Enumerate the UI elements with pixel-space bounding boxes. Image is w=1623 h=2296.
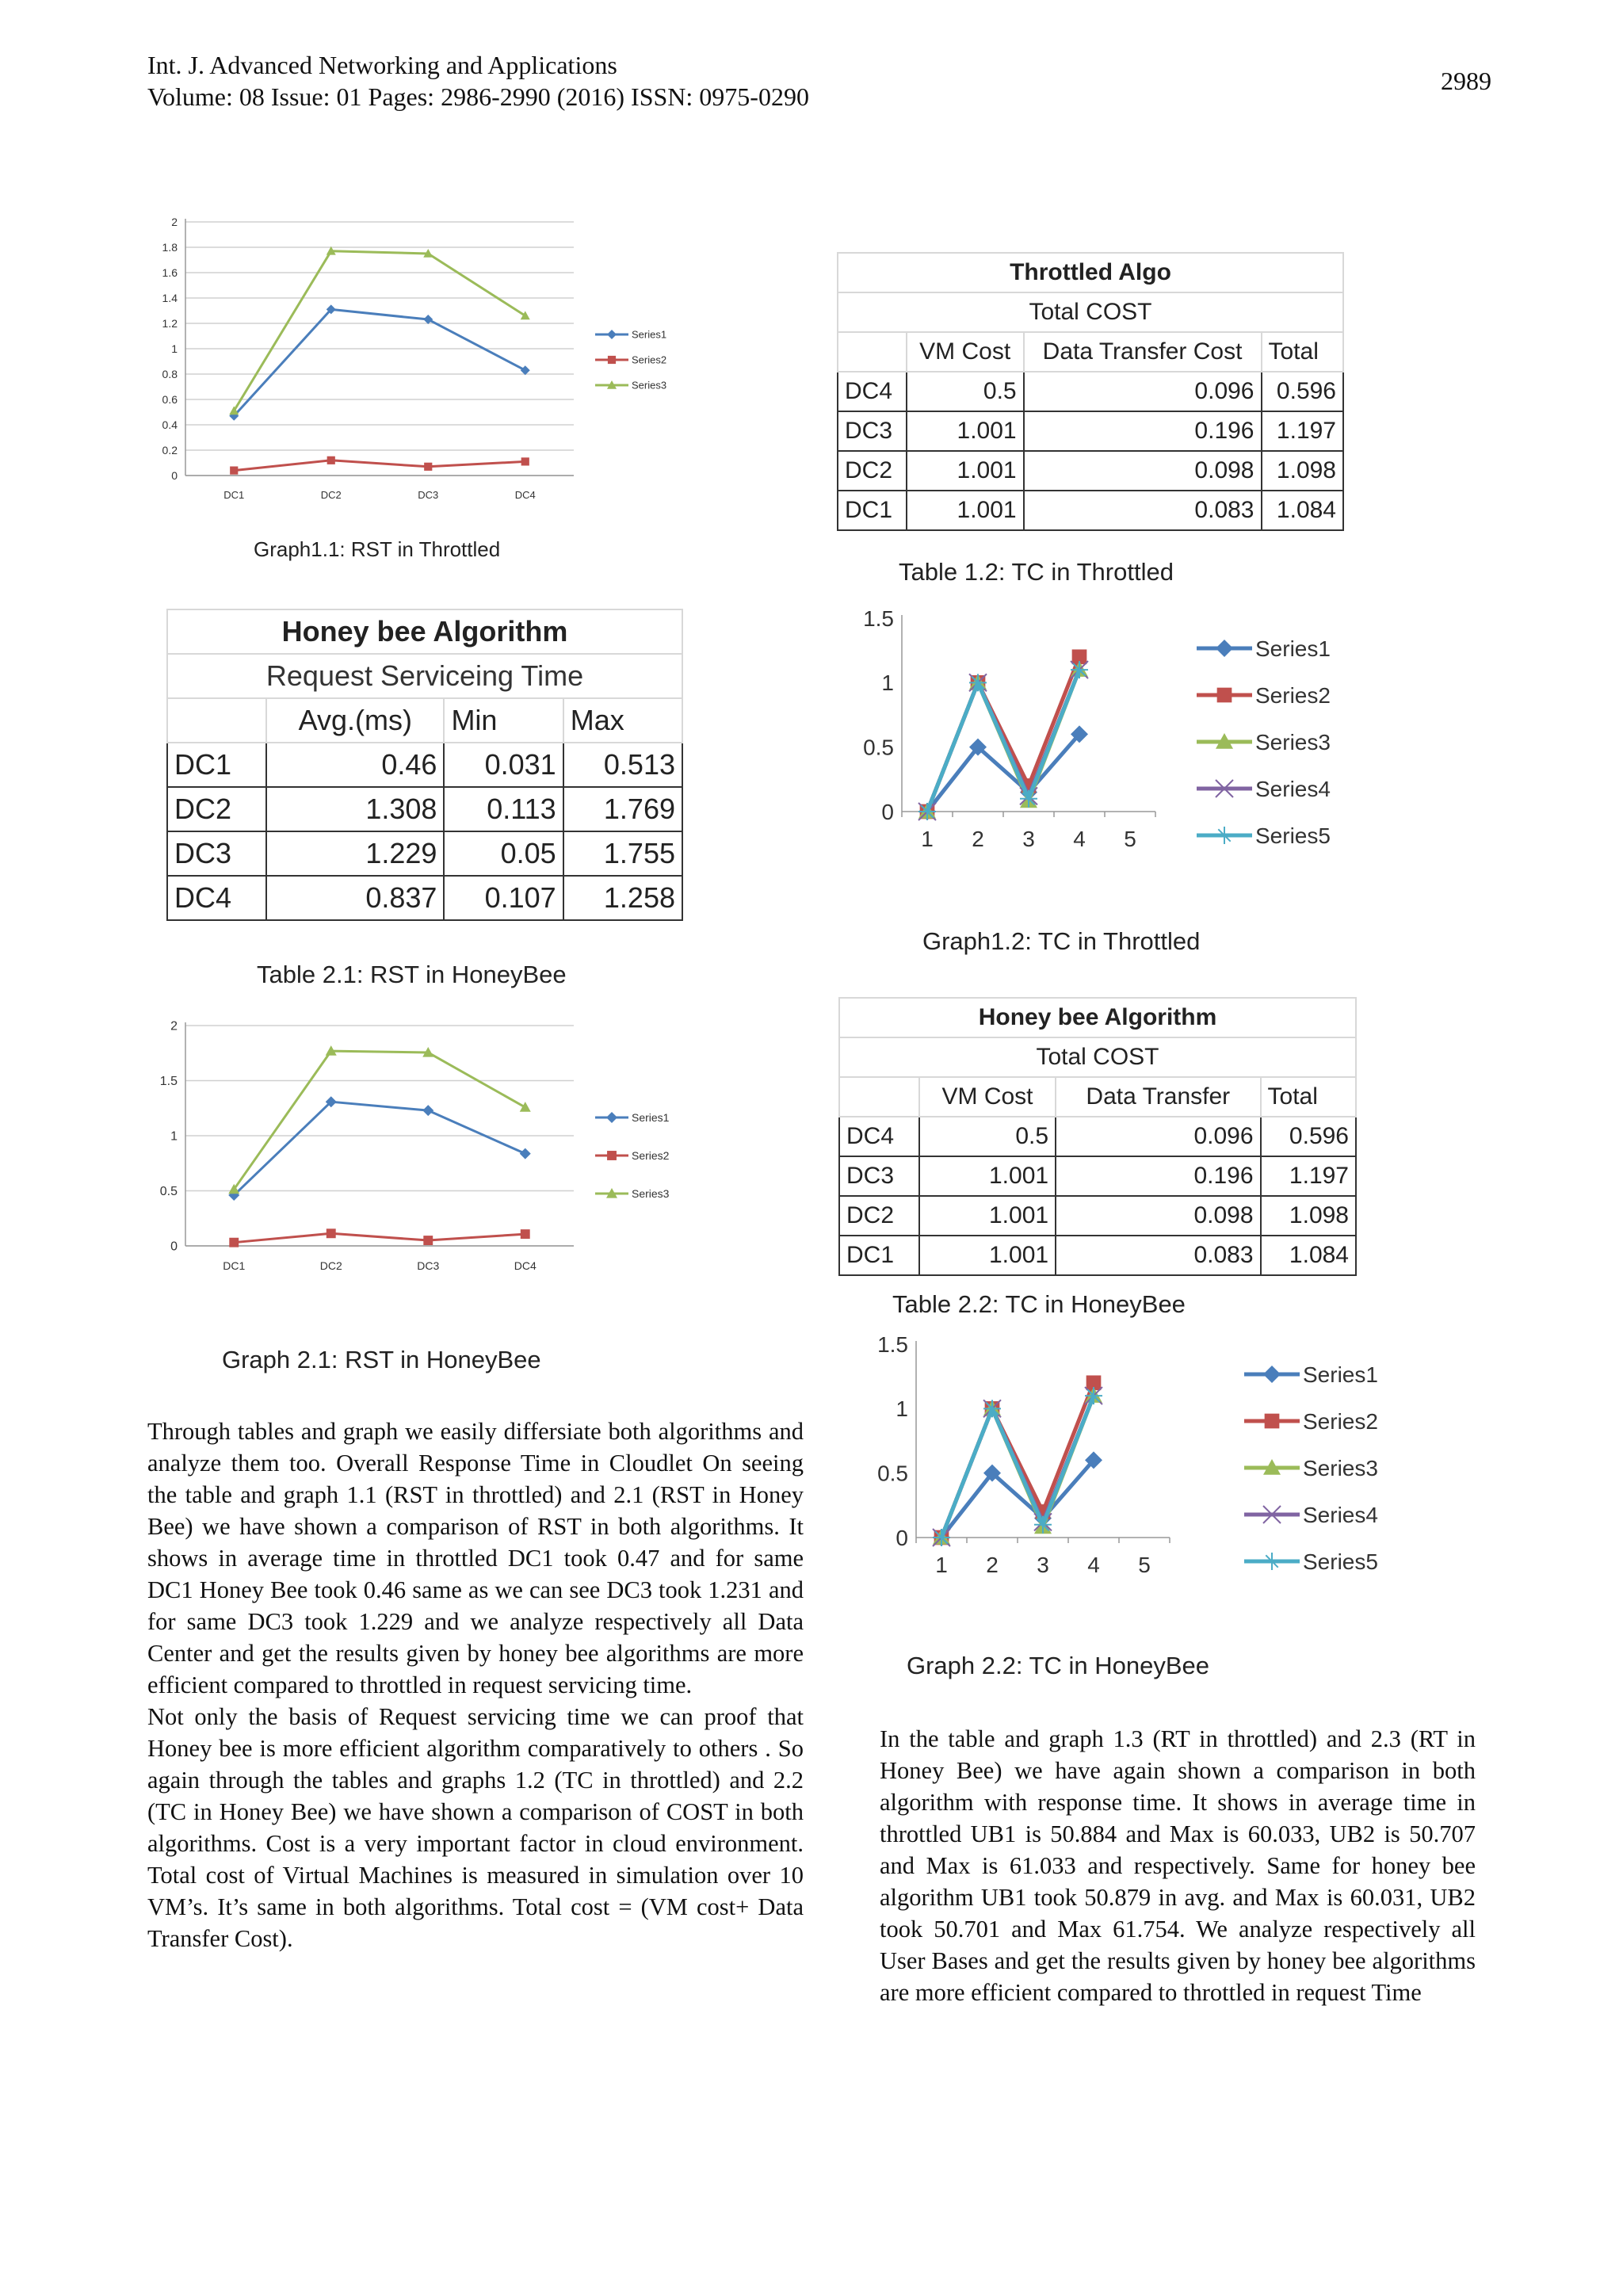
legend-marker bbox=[608, 356, 616, 364]
data-point bbox=[520, 1102, 531, 1112]
table-cell: DC3 bbox=[167, 831, 266, 876]
y-tick-label: 1.8 bbox=[162, 240, 178, 254]
table-row bbox=[167, 743, 682, 787]
y-tick-label: 1 bbox=[170, 1129, 178, 1144]
table-cell: 1.001 bbox=[907, 491, 1024, 530]
paragraph: Through tables and graph we easily differsiate both algorithms and analyze them too. Overall Response Time in Cloudlet On seeing the table and graph 1.1 (RST in throttled) and 2.1 (RST in Honey Bee) we have shown a comparison of RST in both algorithms. It shows in average time in throttled DC1 took 0.47 and for same DC1 Honey Bee took 0.46 same as we can see DC3 took 1.231 and for same DC3 took 1.229 and we analyze respectively all Data Center and get the results given by honey bee algorithms are more efficient compared to throttled in request servicing time. bbox=[147, 1418, 804, 1698]
table-cell: 1.084 bbox=[1262, 491, 1344, 530]
x-tick-label: 1 bbox=[935, 1553, 948, 1577]
table-cell: 0.05 bbox=[444, 831, 563, 876]
table-2-2-col-header: Total bbox=[1261, 1077, 1356, 1117]
table-2-1-corner bbox=[167, 698, 266, 743]
table-cell: 1.197 bbox=[1261, 1156, 1356, 1196]
paragraph: Not only the basis of Request servicing time we can proof that Honey bee is more efficient algorithm comparatively to others . So again through the tables and graphs 1.2 (TC in throttled) and 2.2 (TC in Honey Bee) we have shown a comparison of COST in both algorithms. Cost is a very important factor in cloud environment. Total cost of Virtual Machines is measured in simulation over 10 VM’s. It’s same in both algorithms. Total cost = (VM cost+ Data Transfer Cost). bbox=[147, 1703, 804, 1952]
legend-entry bbox=[1197, 777, 1331, 801]
y-tick-label: 0.2 bbox=[162, 443, 178, 457]
page-number: 2989 bbox=[1441, 67, 1491, 95]
y-tick-label: 0.5 bbox=[877, 1461, 908, 1486]
table-1-2-col-header: VM Cost bbox=[907, 332, 1024, 372]
series-series3 bbox=[228, 1045, 531, 1194]
y-tick-label: 1 bbox=[881, 670, 894, 696]
graph-1-1-caption: Graph1.1: RST in Throttled bbox=[254, 537, 501, 561]
y-tick-label: 1.5 bbox=[159, 1075, 178, 1089]
table-cell: 0.196 bbox=[1056, 1156, 1260, 1196]
legend-label: Series1 bbox=[632, 1110, 670, 1124]
table-cell: DC3 bbox=[839, 1156, 919, 1196]
table-2-1-title: Honey bee Algorithm bbox=[167, 609, 682, 654]
table-2-2-subtitle: Total COST bbox=[839, 1037, 1356, 1077]
legend-marker bbox=[1265, 1414, 1280, 1429]
table-cell: 0.596 bbox=[1261, 1117, 1356, 1156]
graph-1-1-chart bbox=[147, 208, 702, 525]
data-point bbox=[520, 1148, 531, 1159]
table-2-2 bbox=[838, 997, 1357, 1276]
table-2-2-col-header: VM Cost bbox=[919, 1077, 1056, 1117]
table-row bbox=[167, 787, 682, 831]
legend-entry bbox=[1244, 1503, 1378, 1527]
table-row bbox=[167, 876, 682, 920]
data-point bbox=[422, 1105, 433, 1116]
legend-entry bbox=[1244, 1549, 1378, 1574]
y-tick-label: 0 bbox=[170, 1240, 178, 1254]
table-row bbox=[838, 491, 1343, 530]
table-2-2-col-header: Data Transfer bbox=[1056, 1077, 1260, 1117]
legend-marker bbox=[607, 1151, 617, 1160]
data-point bbox=[423, 315, 433, 324]
x-tick-label: 2 bbox=[986, 1553, 999, 1577]
table-cell: DC3 bbox=[838, 411, 907, 451]
legend-marker bbox=[1216, 640, 1233, 657]
table-row bbox=[839, 1236, 1356, 1275]
x-tick-label: DC1 bbox=[223, 489, 245, 501]
legend-label: Series2 bbox=[632, 353, 667, 366]
x-tick-label: DC2 bbox=[320, 489, 342, 501]
table-cell: 1.001 bbox=[919, 1156, 1056, 1196]
series-series5 bbox=[933, 1387, 1102, 1546]
table-cell: 1.769 bbox=[563, 787, 682, 831]
y-tick-label: 1.2 bbox=[162, 316, 178, 330]
legend-entry bbox=[1197, 823, 1331, 848]
series-line bbox=[234, 1051, 525, 1190]
graph-1-2-caption: Graph1.2: TC in Throttled bbox=[922, 927, 1201, 955]
x-tick-label: 3 bbox=[1037, 1553, 1049, 1577]
table-2-2-corner bbox=[839, 1077, 919, 1117]
legend-entry bbox=[1244, 1456, 1378, 1480]
data-point bbox=[229, 1238, 239, 1247]
table-cell: 1.197 bbox=[1262, 411, 1344, 451]
legend-entry bbox=[1244, 1409, 1378, 1434]
x-tick-label: 1 bbox=[921, 827, 934, 851]
table-2-2-title: Honey bee Algorithm bbox=[839, 998, 1356, 1037]
legend-label: Series2 bbox=[1255, 682, 1331, 708]
table-row bbox=[838, 451, 1343, 491]
table-cell: DC1 bbox=[167, 743, 266, 787]
x-tick-label: DC3 bbox=[417, 1259, 440, 1272]
table-1-2-title: Throttled Algo bbox=[838, 253, 1343, 292]
graph21-svg bbox=[147, 1008, 702, 1301]
y-tick-label: 2 bbox=[171, 215, 178, 228]
table-cell: 1.755 bbox=[563, 831, 682, 876]
journal-volume: Volume: 08 Issue: 01 Pages: 2986-2990 (2016) ISSN: 0975-0290 bbox=[147, 82, 809, 111]
legend-label: Series2 bbox=[632, 1148, 670, 1162]
table-2-2-caption: Table 2.2: TC in HoneyBee bbox=[892, 1290, 1186, 1318]
series-series3 bbox=[229, 246, 530, 415]
table-cell: 1.001 bbox=[907, 411, 1024, 451]
legend-entry bbox=[595, 354, 666, 366]
series-series1 bbox=[228, 1096, 531, 1201]
table-cell: 0.083 bbox=[1024, 491, 1262, 530]
legend-label: Series3 bbox=[632, 379, 667, 392]
table-2-1-col-header: Min bbox=[444, 698, 563, 743]
data-point bbox=[423, 1236, 433, 1245]
table-1-2 bbox=[837, 252, 1344, 531]
y-tick-label: 0.5 bbox=[863, 735, 894, 760]
table-cell: 0.096 bbox=[1024, 372, 1262, 411]
table-cell: 0.113 bbox=[444, 787, 563, 831]
series-line bbox=[941, 1396, 1094, 1538]
legend-entry bbox=[595, 1149, 670, 1162]
table-row bbox=[838, 372, 1343, 411]
graph-2-2-caption: Graph 2.2: TC in HoneyBee bbox=[907, 1652, 1209, 1679]
table-cell: DC1 bbox=[838, 491, 907, 530]
table-cell: 1.098 bbox=[1261, 1196, 1356, 1236]
table-cell: 1.229 bbox=[266, 831, 444, 876]
table-cell: DC4 bbox=[839, 1117, 919, 1156]
table-cell: 1.001 bbox=[907, 451, 1024, 491]
series-series1 bbox=[229, 304, 530, 420]
x-tick-label: DC4 bbox=[514, 1259, 537, 1272]
legend-marker bbox=[1263, 1366, 1281, 1383]
series-line bbox=[234, 1233, 525, 1242]
table-cell: 0.098 bbox=[1024, 451, 1262, 491]
legend-entry bbox=[1244, 1362, 1378, 1387]
table-cell: 1.258 bbox=[563, 876, 682, 920]
series-line bbox=[234, 1102, 525, 1195]
table-row bbox=[839, 1196, 1356, 1236]
legend-marker bbox=[607, 330, 617, 339]
legend-label: Series1 bbox=[1255, 636, 1331, 661]
x-tick-label: DC2 bbox=[319, 1259, 342, 1272]
x-tick-label: 2 bbox=[972, 827, 984, 851]
legend-marker bbox=[1263, 1553, 1281, 1570]
table-cell: 1.098 bbox=[1262, 451, 1344, 491]
paragraph: In the table and graph 1.3 (RT in throttled) and 2.3 (RT in Honey Bee) we have again shown a comparison in both algorithm with response time. It shows in average time in throttled UB1 is 50.884 and Max is 60.033, UB2 is 50.707 and Max is 61.033 and respectively. Same for honey bee algorithm UB1 took 50.879 in avg. and Max is 60.031, UB2 took 50.701 and Max 61.754. We analyze respectively all User Bases and get the results given by honey bee algorithms are more efficient compared to throttled in request Time bbox=[880, 1725, 1476, 2006]
series-series5 bbox=[918, 661, 1088, 820]
y-tick-label: 2 bbox=[170, 1019, 178, 1033]
legend-marker bbox=[1216, 827, 1233, 844]
legend-entry bbox=[595, 380, 666, 392]
table-1-2-col-header: Total bbox=[1262, 332, 1344, 372]
y-tick-label: 0 bbox=[896, 1525, 908, 1550]
table-row bbox=[838, 411, 1343, 451]
table-cell: DC1 bbox=[839, 1236, 919, 1275]
x-tick-label: 5 bbox=[1138, 1553, 1151, 1577]
legend-label: Series3 bbox=[632, 1186, 670, 1200]
table-cell: 0.5 bbox=[919, 1117, 1056, 1156]
legend-label: Series4 bbox=[1303, 1502, 1378, 1527]
table-cell: 0.837 bbox=[266, 876, 444, 920]
series-line bbox=[927, 670, 1079, 812]
table-cell: 0.46 bbox=[266, 743, 444, 787]
table-cell: 0.096 bbox=[1056, 1117, 1260, 1156]
table-cell: 1.308 bbox=[266, 787, 444, 831]
table-1-2-caption: Table 1.2: TC in Throttled bbox=[899, 558, 1174, 586]
table-1-2-corner bbox=[838, 332, 907, 372]
x-tick-label: 5 bbox=[1124, 827, 1136, 851]
legend-entry bbox=[1197, 636, 1331, 661]
data-point bbox=[327, 1228, 336, 1238]
x-tick-label: 3 bbox=[1022, 827, 1035, 851]
legend-label: Series5 bbox=[1255, 823, 1331, 848]
legend-entry bbox=[1197, 730, 1331, 755]
legend-marker bbox=[606, 1112, 617, 1123]
y-tick-label: 1 bbox=[171, 342, 178, 355]
series-line bbox=[234, 460, 525, 471]
y-tick-label: 0.8 bbox=[162, 367, 178, 380]
table-cell: 0.083 bbox=[1056, 1236, 1260, 1275]
data-point bbox=[424, 463, 432, 471]
table-cell: 0.196 bbox=[1024, 411, 1262, 451]
legend-label: Series4 bbox=[1255, 776, 1331, 801]
right-column-text bbox=[880, 1723, 1476, 2008]
graph-2-2-chart bbox=[832, 1325, 1434, 1595]
legend-label: Series3 bbox=[1255, 729, 1331, 755]
y-tick-label: 1.6 bbox=[162, 266, 178, 279]
legend-label: Series1 bbox=[1303, 1362, 1378, 1387]
table-cell: 0.098 bbox=[1056, 1196, 1260, 1236]
y-tick-label: 1.4 bbox=[162, 291, 178, 304]
table-2-1-col-header: Avg.(ms) bbox=[266, 698, 444, 743]
legend-label: Series1 bbox=[632, 328, 667, 341]
table-1-2-subtitle: Total COST bbox=[838, 292, 1343, 332]
x-tick-label: DC1 bbox=[223, 1259, 246, 1272]
x-tick-label: 4 bbox=[1073, 827, 1086, 851]
x-tick-label: DC3 bbox=[418, 489, 439, 501]
legend-marker bbox=[1217, 688, 1232, 703]
legend-entry bbox=[595, 1111, 670, 1124]
y-tick-label: 0 bbox=[171, 468, 178, 482]
table-cell: 0.5 bbox=[907, 372, 1024, 411]
graph12-svg bbox=[832, 599, 1411, 869]
legend-entry bbox=[595, 1187, 670, 1200]
table-1-2-col-header: Data Transfer Cost bbox=[1024, 332, 1262, 372]
data-point bbox=[521, 457, 529, 465]
series-line bbox=[234, 251, 525, 411]
data-point bbox=[230, 467, 238, 475]
x-tick-label: DC4 bbox=[514, 489, 536, 501]
legend-label: Series2 bbox=[1303, 1408, 1378, 1434]
table-cell: 1.001 bbox=[919, 1196, 1056, 1236]
table-cell: 1.001 bbox=[919, 1236, 1056, 1275]
table-cell: DC2 bbox=[167, 787, 266, 831]
table-row bbox=[839, 1156, 1356, 1196]
graph-1-2-chart bbox=[832, 599, 1411, 869]
table-cell: 0.107 bbox=[444, 876, 563, 920]
y-tick-label: 1.5 bbox=[863, 606, 894, 631]
legend-label: Series5 bbox=[1303, 1549, 1378, 1574]
x-tick-label: 4 bbox=[1087, 1553, 1100, 1577]
series-series2 bbox=[920, 649, 1087, 819]
journal-name: Int. J. Advanced Networking and Applications bbox=[147, 51, 617, 79]
journal-header bbox=[147, 49, 809, 113]
graph-2-1-caption: Graph 2.1: RST in HoneyBee bbox=[222, 1346, 541, 1373]
table-cell: 0.031 bbox=[444, 743, 563, 787]
table-cell: DC4 bbox=[838, 372, 907, 411]
table-cell: DC4 bbox=[167, 876, 266, 920]
series-series2 bbox=[934, 1375, 1102, 1545]
table-cell: 0.513 bbox=[563, 743, 682, 787]
table-cell: 1.084 bbox=[1261, 1236, 1356, 1275]
y-tick-label: 0 bbox=[881, 799, 894, 824]
series-series2 bbox=[230, 457, 529, 475]
table-2-1-caption: Table 2.1: RST in HoneyBee bbox=[257, 961, 567, 988]
table-2-1-col-header: Max bbox=[563, 698, 682, 743]
table-cell: DC2 bbox=[838, 451, 907, 491]
data-point bbox=[521, 1229, 530, 1239]
table-2-1 bbox=[166, 609, 683, 921]
table-2-1-subtitle: Request Serviceing Time bbox=[167, 654, 682, 698]
data-point bbox=[327, 457, 335, 464]
legend-entry bbox=[595, 329, 666, 341]
series-series2 bbox=[229, 1228, 529, 1247]
y-tick-label: 1 bbox=[896, 1396, 908, 1422]
graph22-svg bbox=[832, 1325, 1434, 1595]
graph11-svg bbox=[147, 208, 702, 525]
table-cell: 0.596 bbox=[1262, 372, 1344, 411]
left-column-text bbox=[147, 1415, 804, 1954]
legend-label: Series3 bbox=[1303, 1455, 1378, 1480]
y-tick-label: 1.5 bbox=[877, 1331, 908, 1357]
legend-entry bbox=[1197, 683, 1331, 708]
table-row bbox=[167, 831, 682, 876]
table-row bbox=[839, 1117, 1356, 1156]
graph-2-1-chart bbox=[147, 1008, 702, 1301]
table-cell: DC2 bbox=[839, 1196, 919, 1236]
y-tick-label: 0.6 bbox=[162, 392, 178, 406]
y-tick-label: 0.5 bbox=[159, 1185, 178, 1199]
y-tick-label: 0.4 bbox=[162, 418, 178, 431]
